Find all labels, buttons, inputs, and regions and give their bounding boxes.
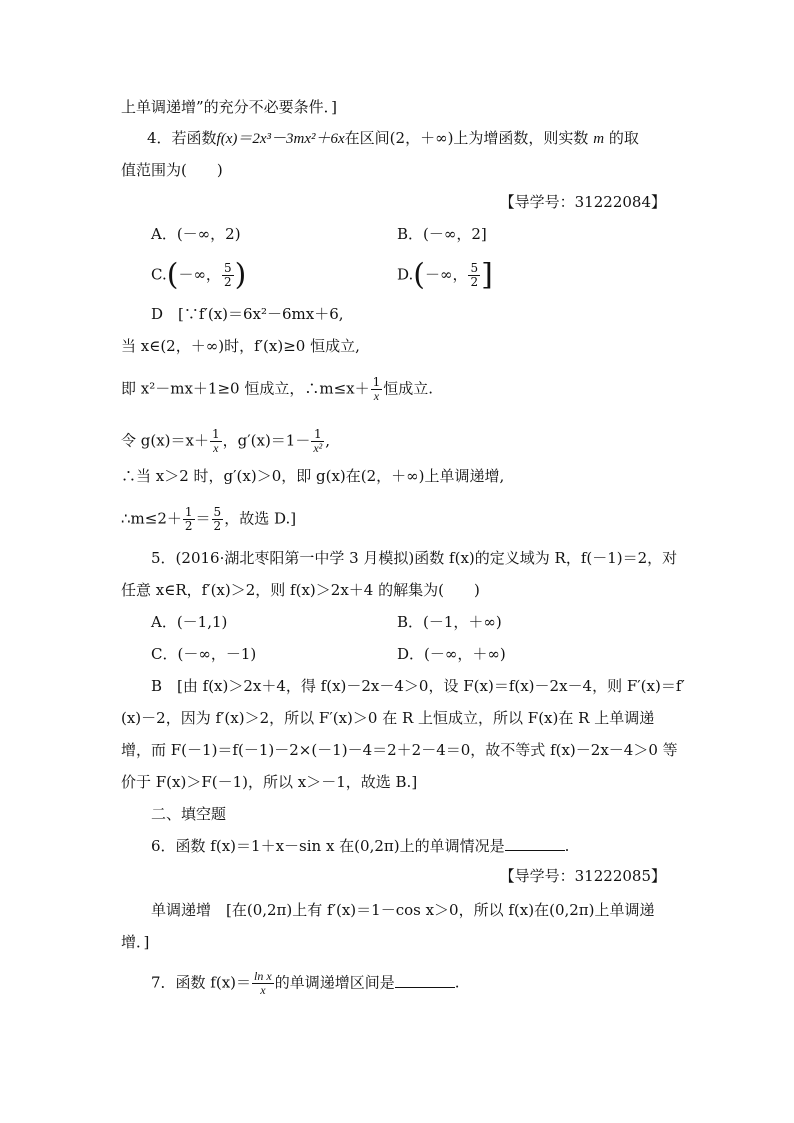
fraction-1-2 [183, 506, 195, 533]
question-4-line2: 值范围为( ) [121, 161, 223, 179]
q5-option-c: C．(－∞，－1) [151, 645, 257, 663]
q5-solution-3: 增，而 F(－1)＝f(－1)－2×(－1)－4＝2＋2－4＝0，故不等式 f(x)－2x－4＞0 等 [121, 741, 678, 759]
paren-open: ( [413, 257, 425, 293]
denominator: x² [313, 441, 323, 455]
numerator: ln x [254, 969, 272, 983]
denominator: 2 [184, 519, 193, 533]
fraction-1-x [371, 376, 383, 403]
q4-solution-6 [121, 506, 296, 533]
denominator: x [373, 389, 380, 403]
numerator: 1 [372, 375, 381, 389]
guide-number-1: 【导学号：31222084】 [499, 193, 666, 211]
paren-open: ( [166, 257, 179, 293]
fraction-lnx-x [252, 970, 274, 997]
numerator: 1 [212, 427, 220, 441]
fraction-5-2 [212, 506, 224, 533]
denominator: 2 [213, 519, 222, 533]
q4-solution-6b: ＝ [195, 509, 211, 528]
question-5-line1: 5．(2016·湖北枣阳第一中学 3 月模拟)函数 f(x)的定义域为 R，f(－1)＝2，对 [151, 549, 678, 567]
question-5-line2: 任意 x∈R，f′(x)＞2，则 f(x)＞2x＋4 的解集为( ) [121, 581, 480, 599]
numerator: 5 [223, 261, 232, 275]
q4-solution-4 [121, 428, 330, 455]
question-4-line1 [147, 128, 639, 149]
option-d-letter: D. [397, 265, 414, 284]
denominator: 2 [470, 275, 479, 289]
answer-blank [505, 836, 565, 851]
numerator: 1 [184, 505, 193, 519]
q6-period: . [564, 837, 570, 855]
q4-solution-6a: ∴m≤2＋ [121, 509, 182, 528]
q5-option-b: B．(－1，＋∞) [397, 613, 502, 631]
q6-solution-1: 单调递增 [在(0,2π)上有 f′(x)＝1－cos x＞0，所以 f(x)在(0,2π)上单调递 [151, 901, 655, 919]
section-heading: 二、填空题 [151, 805, 227, 823]
q7-text-post: 的单调递增区间是 [274, 973, 395, 992]
paren-close: ) [234, 257, 247, 293]
numerator: 5 [213, 505, 222, 519]
q4-solution-1: D [∵f′(x)＝6x²－6mx＋6, [151, 305, 344, 323]
option-c-text: －∞， [178, 265, 221, 284]
denominator: x [213, 441, 219, 455]
answer-blank [395, 973, 455, 988]
q5-solution-2: (x)－2，因为 f′(x)＞2，所以 F′(x)＞0 在 R 上恒成立，所以 F(x)在 R 上单调递 [121, 709, 655, 727]
option-b: B．(－∞，2] [397, 225, 487, 243]
continued-line: 上单调递增”的充分不必要条件．] [121, 98, 338, 116]
q4-text: 在区间(2，＋∞)上为增函数，则实数 [344, 129, 589, 147]
q4-solution-3b: 恒成立. [383, 379, 434, 398]
q4-solution-4a: 令 g(x)＝x＋ [121, 431, 209, 450]
option-c [151, 257, 247, 293]
q4-function: f(x)＝2x³－3mx²＋6x [216, 131, 345, 147]
numerator: 5 [470, 261, 479, 275]
guide-number-2: 【导学号：31222085】 [499, 867, 666, 885]
q5-option-d: D．(－∞，＋∞) [397, 645, 506, 663]
q4-solution-3 [121, 376, 433, 403]
question-6 [151, 836, 569, 856]
fraction-5-2 [468, 262, 480, 289]
option-c-letter: C. [151, 265, 167, 284]
option-d [397, 257, 493, 293]
q4-solution-4b: ，g′(x)＝1－ [222, 431, 311, 450]
denominator: 2 [223, 275, 232, 289]
fraction-1-x [210, 428, 222, 455]
q4-number: 4．若函数 [147, 129, 217, 147]
numerator: 1 [311, 428, 324, 442]
denominator: x [260, 983, 266, 997]
q4-solution-2: 当 x∈(2，＋∞)时，f′(x)≥0 恒成立, [121, 337, 360, 355]
q4-solution-6c: ，故选 D.] [224, 509, 297, 528]
bracket-close: ] [481, 257, 493, 293]
q4-tail: 的取 [608, 129, 639, 147]
fraction-1-x2 [311, 428, 324, 455]
q4-solution-5: ∴当 x＞2 时，g′(x)＞0，即 g(x)在(2，＋∞)上单调递增, [121, 467, 505, 485]
q4-solution-4c: , [325, 431, 331, 450]
q5-solution-1: B [由 f(x)＞2x＋4，得 f(x)－2x－4＞0，设 F(x)＝f(x)－2x－4，则 F′(x)＝f′ [151, 677, 685, 695]
q5-option-a: A．(－1,1) [151, 613, 228, 631]
q4-variable: m [593, 131, 605, 147]
question-7 [151, 970, 460, 997]
q6-text: 6．函数 f(x)＝1＋x－sin x 在(0,2π)上的单调情况是 [151, 837, 505, 855]
fraction-5-2 [222, 262, 234, 289]
q7-text-pre: 7．函数 f(x)＝ [151, 973, 252, 992]
option-a: A．(－∞，2) [151, 225, 241, 243]
q4-solution-3a: 即 x²－mx＋1≥0 恒成立，∴m≤x＋ [121, 379, 370, 398]
q7-period: . [454, 973, 460, 992]
option-d-text: －∞， [424, 265, 468, 284]
q6-solution-2: 增．] [121, 933, 150, 951]
q5-solution-4: 价于 F(x)＞F(－1)，所以 x＞－1，故选 B.] [121, 773, 418, 791]
